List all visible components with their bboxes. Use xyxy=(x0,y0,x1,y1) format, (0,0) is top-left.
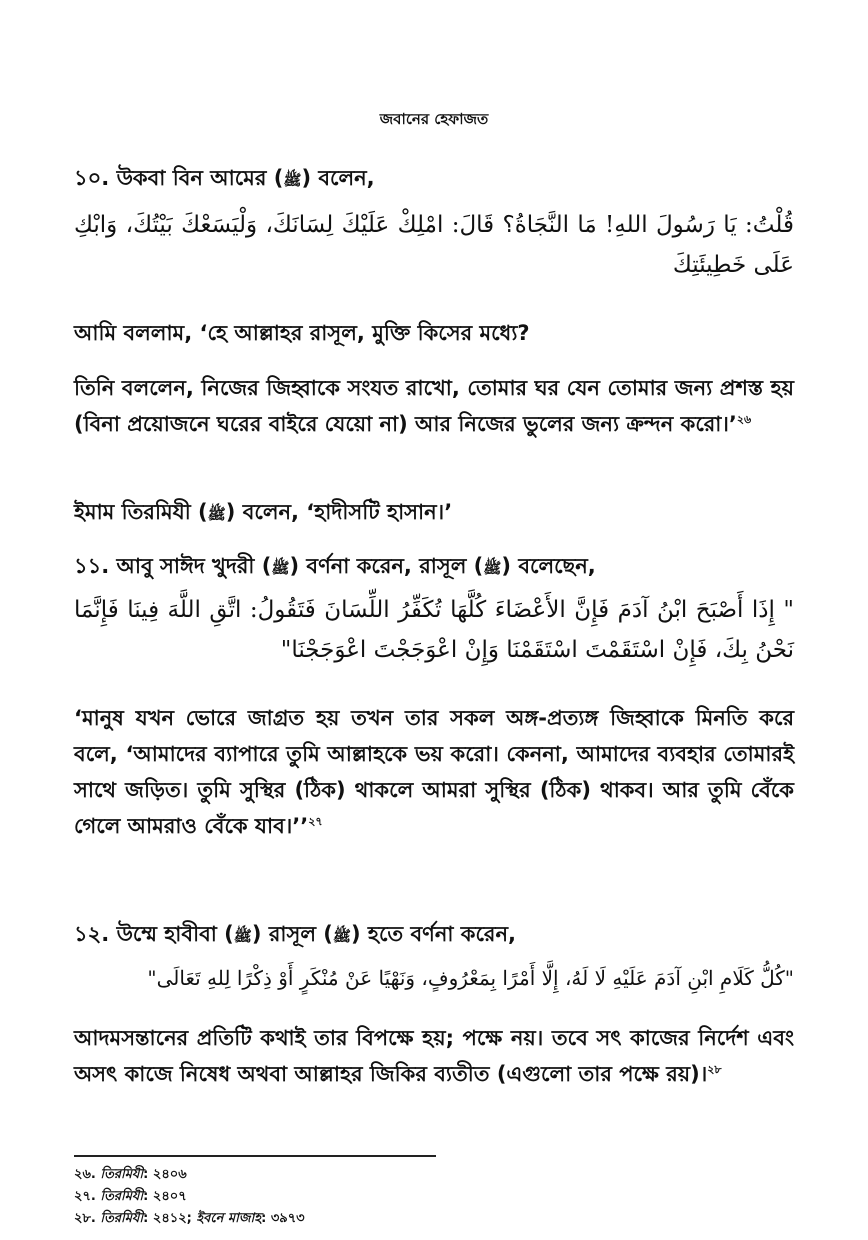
honorific-glyph: ﷺ xyxy=(332,927,352,945)
grading-text: ) বলেন, ‘হাদীসটি হাসান।’ xyxy=(225,500,453,524)
heading-text: ১০. উকবা বিন আমের ( xyxy=(74,166,284,190)
heading-text: ১১. আবু সাঈদ খুদরী ( xyxy=(74,554,272,578)
footnote-26 xyxy=(74,1166,187,1184)
hadith-11-arabic: " إِذَا أَصْبَحَ ابْنُ آدَمَ فَإِنَّ الأَعْضَاءَ كُلَّهَا تُكَفِّرُ اللِّسَانَ فَتَقُولُ: اتَّقِ اللَّهَ فِينَا فَإِنَّمَا نَحْنُ بِكَ، فَإِنْ اسْتَقَمْتَ اسْتَقَمْنَا وَإِنْ اعْوَجَجْتَ اعْوَجَجْنَا" xyxy=(74,597,794,663)
footnote-ref-28[interactable]: ২৮ xyxy=(707,1063,722,1076)
hadith-10-translation xyxy=(74,370,794,442)
footnote-reference: : ২৪০৭ xyxy=(143,1189,187,1204)
hadith-10-arabic: قُلْتُ: يَا رَسُولَ اللهِ! مَا النَّجَاةُ؟ قَالَ: امْلِكْ عَلَيْكَ لِسَانَكَ، وَلْيَسَعْكَ بَيْتُكَ، وَابْكِ عَلَى خَطِيئَتِكَ xyxy=(74,212,794,278)
grading-text: ইমাম তিরমিযী ( xyxy=(74,500,208,524)
footnote-reference: : ৩৯৭৩ xyxy=(261,1211,305,1226)
translation-text: আদমসন্তানের প্রতিটি কথাই তার বিপক্ষে হয়; পক্ষে নয়। তবে সৎ কাজের নির্দেশ এবং অসৎ কাজে নিষেধ অথবা আল্লাহর জিকির ব্যতীত (এগুলো তার পক্ষে রয়)। xyxy=(74,1026,794,1086)
heading-text: ) হতে বর্ণনা করেন, xyxy=(351,922,516,946)
honorific-glyph: ﷺ xyxy=(207,505,226,523)
footnote-reference: : ২৪১২; xyxy=(143,1211,192,1226)
footnote-source: তিরমিযী xyxy=(100,1189,144,1204)
running-head: জবানের হেফাজত xyxy=(379,110,489,128)
heading-text: ) বর্ণনা করেন, রাসূল ( xyxy=(289,554,484,578)
honorific-glyph: ﷺ xyxy=(233,927,252,945)
footnote-ref-26[interactable]: ২৬ xyxy=(736,413,752,426)
honorific-glyph: ﷺ xyxy=(271,559,290,577)
hadith-10-heading xyxy=(74,163,794,195)
translation-text: ‘মানুষ যখন ভোরে জাগ্রত হয় তখন তার সকল অঙ্গ-প্রত্যঙ্গ জিহ্বাকে মিনতি করে বলে, ‘আমাদের ব্যাপারে তুমি আল্লাহকে ভয় করো। কেননা, আমাদের ব্যবহার তোমারই সাথে জড়িত। তুমি সুস্থির (ঠিক) থাকলে আমরা সুস্থির (ঠিক) থাকব। আর তুমি বেঁকে গেলে আমরাও বেঁকে যাব।’’ xyxy=(74,706,794,838)
heading-text: ) রাসূল ( xyxy=(251,922,333,946)
hadith-12-heading xyxy=(74,919,794,951)
hadith-10-grading xyxy=(74,494,794,532)
heading-text: ) বলেন, xyxy=(301,166,375,190)
hadith-11-translation xyxy=(74,700,794,844)
hadith-12-arabic: "كُلُّ كَلَامِ ابْنِ آدَمَ عَلَيْهِ لَا لَهُ، إِلَّا أَمْرًا بِمَعْرُوفٍ، وَنَهْيًا عَنْ مُنْكَرٍ أَوْ ذِكْرًا لِلهِ تَعَالَى" xyxy=(147,966,794,990)
footnote-28 xyxy=(74,1210,305,1228)
footnote-number: ২৮. xyxy=(74,1211,96,1226)
footnote-divider xyxy=(74,1155,436,1157)
footnote-source: তিরমিযী xyxy=(100,1211,144,1226)
footnote-number: ২৬. xyxy=(74,1167,96,1182)
footnote-number: ২৭. xyxy=(74,1189,96,1204)
footnote-ref-27[interactable]: ২৭ xyxy=(308,815,323,828)
hadith-12-translation xyxy=(74,1020,794,1092)
heading-text: ) বলেছেন, xyxy=(501,554,596,578)
heading-text: ১২. উম্মে হাবীবা ( xyxy=(74,922,234,946)
honorific-glyph: ﷺ xyxy=(283,171,302,189)
hadith-10-question: আমি বললাম, ‘হে আল্লাহর রাসূল, মুক্তি কিসের মধ্যে? xyxy=(74,321,530,345)
footnote-source: ইবনে মাজাহ xyxy=(196,1211,262,1226)
footnote-source: তিরমিযী xyxy=(100,1167,144,1182)
footnote-27 xyxy=(74,1188,187,1206)
honorific-glyph: ﷺ xyxy=(483,559,502,577)
translation-text: তিনি বললেন, নিজের জিহ্বাকে সংযত রাখো, তোমার ঘর যেন তোমার জন্য প্রশস্ত হয় (বিনা প্রয়োজনে ঘরের বাইরে যেয়ো না) আর নিজের ভুলের জন্য ক্রন্দন করো।’ xyxy=(74,376,794,436)
footnote-reference: : ২৪০৬ xyxy=(143,1167,187,1182)
hadith-11-heading xyxy=(74,551,794,583)
